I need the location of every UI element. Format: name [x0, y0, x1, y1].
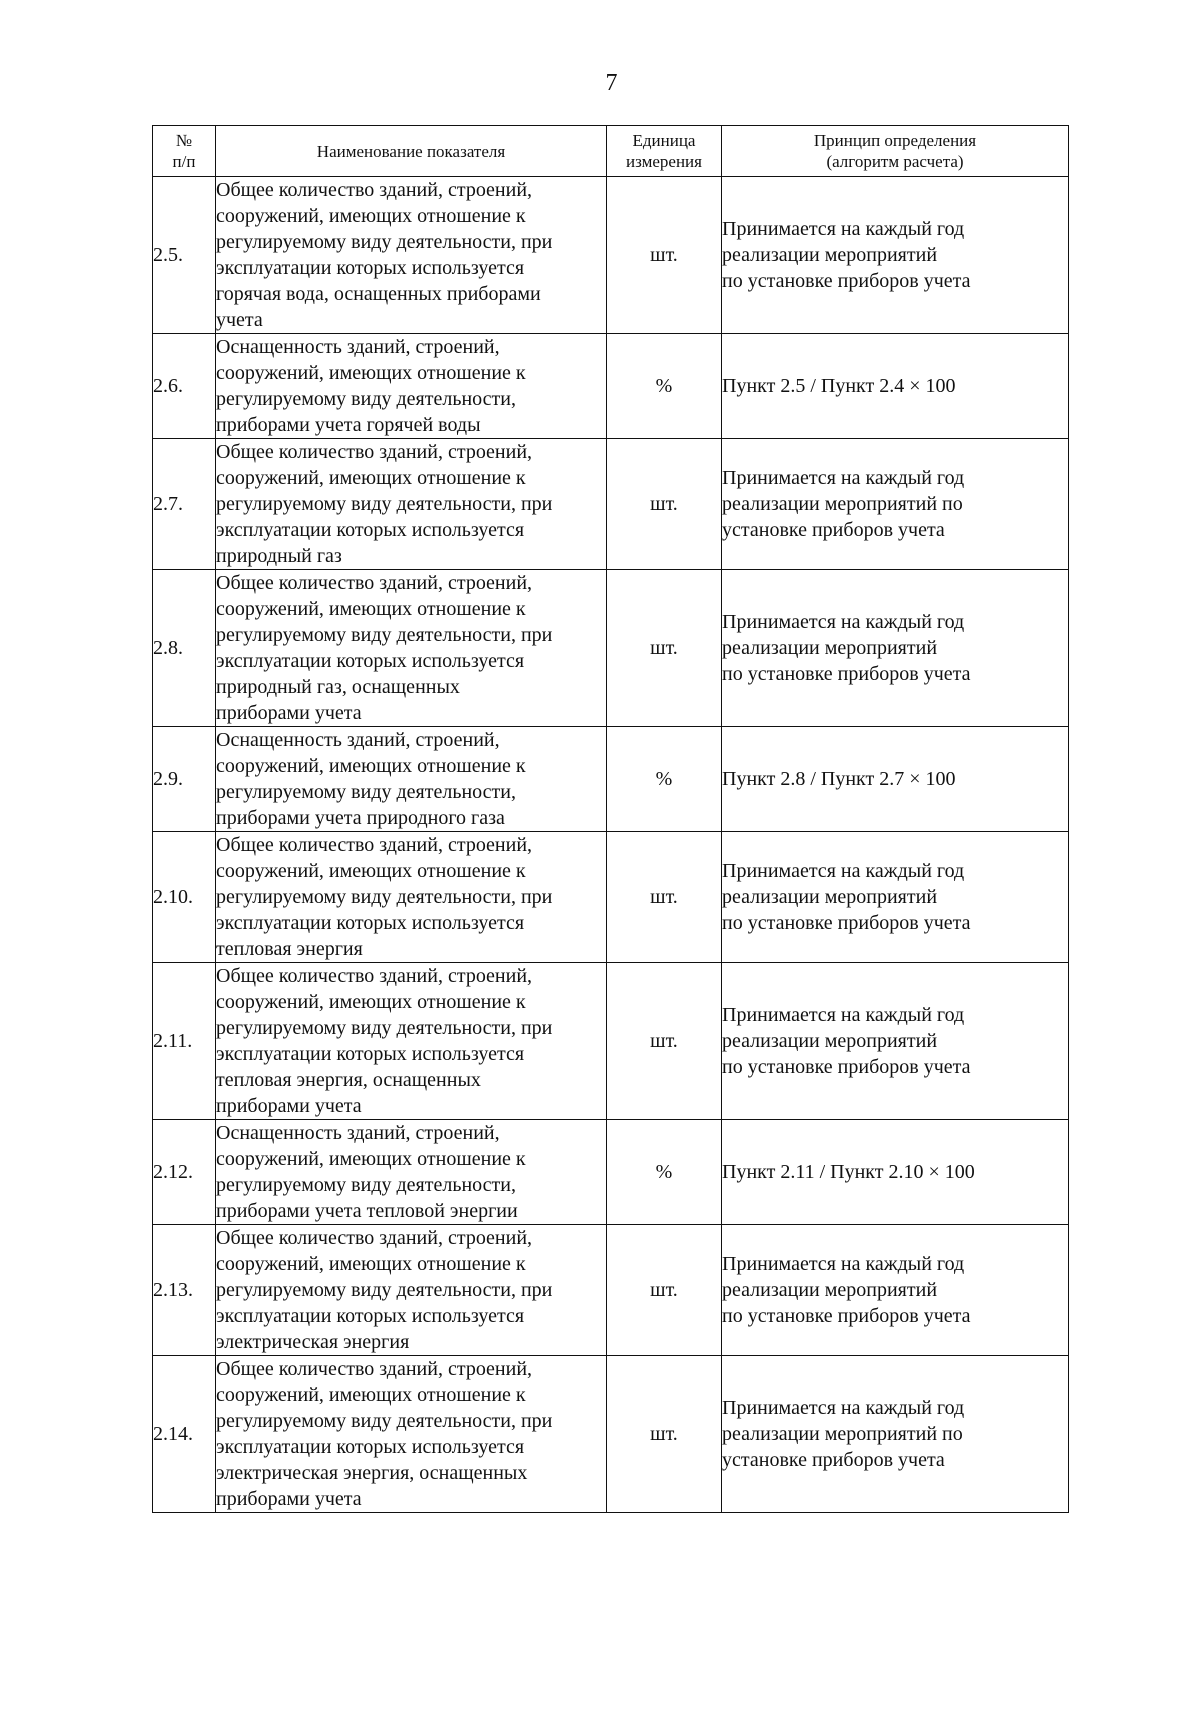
- row-number: 2.10.: [153, 832, 216, 963]
- table-row: [153, 1356, 1069, 1513]
- header-method-line2: (алгоритм расчета): [826, 152, 964, 171]
- header-name: Наименование показателя: [216, 126, 607, 177]
- table-row: [153, 1225, 1069, 1356]
- indicator-name: Оснащенность зданий, строений, сооружений, имеющих отношение к регулируемому виду деятельности, приборами учета природного газа: [216, 727, 607, 832]
- calculation-method: Принимается на каждый год реализации мероприятий по установке приборов учета: [722, 1356, 1069, 1513]
- indicator-name: Общее количество зданий, строений, сооружений, имеющих отношение к регулируемому виду деятельности, при эксплуатации которых используется тепловая энергия, оснащенных приборами учета: [216, 963, 607, 1120]
- table-row: [153, 1120, 1069, 1225]
- indicator-name: Общее количество зданий, строений, сооружений, имеющих отношение к регулируемому виду деятельности, при эксплуатации которых используется тепловая энергия: [216, 832, 607, 963]
- unit: %: [607, 334, 722, 439]
- unit: шт.: [607, 1356, 722, 1513]
- row-number: 2.14.: [153, 1356, 216, 1513]
- calculation-method: Принимается на каждый год реализации мероприятий по установке приборов учета: [722, 832, 1069, 963]
- indicator-name: Общее количество зданий, строений, сооружений, имеющих отношение к регулируемому виду деятельности, при эксплуатации которых используется электрическая энергия, оснащенных приборами учета: [216, 1356, 607, 1513]
- unit: шт.: [607, 570, 722, 727]
- unit: %: [607, 1120, 722, 1225]
- table-body: [153, 177, 1069, 1513]
- row-number: 2.12.: [153, 1120, 216, 1225]
- table-row: [153, 570, 1069, 727]
- indicator-name: Общее количество зданий, строений, сооружений, имеющих отношение к регулируемому виду деятельности, при эксплуатации которых используется природный газ, оснащенных приборами учета: [216, 570, 607, 727]
- row-number: 2.5.: [153, 177, 216, 334]
- header-num-line1: №: [175, 131, 193, 150]
- indicator-name: Оснащенность зданий, строений, сооружений, имеющих отношение к регулируемому виду деятельности, приборами учета горячей воды: [216, 334, 607, 439]
- row-number: 2.6.: [153, 334, 216, 439]
- calculation-method: Пункт 2.8 / Пункт 2.7 × 100: [722, 727, 1069, 832]
- row-number: 2.9.: [153, 727, 216, 832]
- unit: шт.: [607, 439, 722, 570]
- indicator-name: Оснащенность зданий, строений, сооружений, имеющих отношение к регулируемому виду деятельности, приборами учета тепловой энергии: [216, 1120, 607, 1225]
- indicator-name: Общее количество зданий, строений, сооружений, имеющих отношение к регулируемому виду деятельности, при эксплуатации которых используется электрическая энергия: [216, 1225, 607, 1356]
- header-unit: [607, 126, 722, 177]
- unit: шт.: [607, 963, 722, 1120]
- unit: шт.: [607, 177, 722, 334]
- calculation-method: Пункт 2.11 / Пункт 2.10 × 100: [722, 1120, 1069, 1225]
- header-unit-line1: Единица: [632, 131, 696, 150]
- calculation-method: Принимается на каждый год реализации мероприятий по установке приборов учета: [722, 177, 1069, 334]
- table-row: [153, 832, 1069, 963]
- row-number: 2.8.: [153, 570, 216, 727]
- table-row: [153, 439, 1069, 570]
- table-header: [153, 126, 1069, 177]
- page-number: 7: [605, 70, 618, 96]
- indicator-name: Общее количество зданий, строений, сооружений, имеющих отношение к регулируемому виду деятельности, при эксплуатации которых используется природный газ: [216, 439, 607, 570]
- table-row: [153, 177, 1069, 334]
- unit: шт.: [607, 832, 722, 963]
- row-number: 2.13.: [153, 1225, 216, 1356]
- header-unit-line2: измерения: [626, 152, 702, 171]
- unit: %: [607, 727, 722, 832]
- header-num: [153, 126, 216, 177]
- header-method: [722, 126, 1069, 177]
- indicators-table: [152, 125, 1069, 1513]
- header-method-line1: Принцип определения: [813, 131, 977, 150]
- header-num-line2: п/п: [172, 152, 196, 171]
- row-number: 2.7.: [153, 439, 216, 570]
- indicator-name: Общее количество зданий, строений, сооружений, имеющих отношение к регулируемому виду деятельности, при эксплуатации которых используется горячая вода, оснащенных приборами учета: [216, 177, 607, 334]
- table-row: [153, 963, 1069, 1120]
- unit: шт.: [607, 1225, 722, 1356]
- calculation-method: Принимается на каждый год реализации мероприятий по установке приборов учета: [722, 1225, 1069, 1356]
- table-row: [153, 727, 1069, 832]
- calculation-method: Принимается на каждый год реализации мероприятий по установке приборов учета: [722, 570, 1069, 727]
- row-number: 2.11.: [153, 963, 216, 1120]
- calculation-method: Пункт 2.5 / Пункт 2.4 × 100: [722, 334, 1069, 439]
- calculation-method: Принимается на каждый год реализации мероприятий по установке приборов учета: [722, 963, 1069, 1120]
- calculation-method: Принимается на каждый год реализации мероприятий по установке приборов учета: [722, 439, 1069, 570]
- table-row: [153, 334, 1069, 439]
